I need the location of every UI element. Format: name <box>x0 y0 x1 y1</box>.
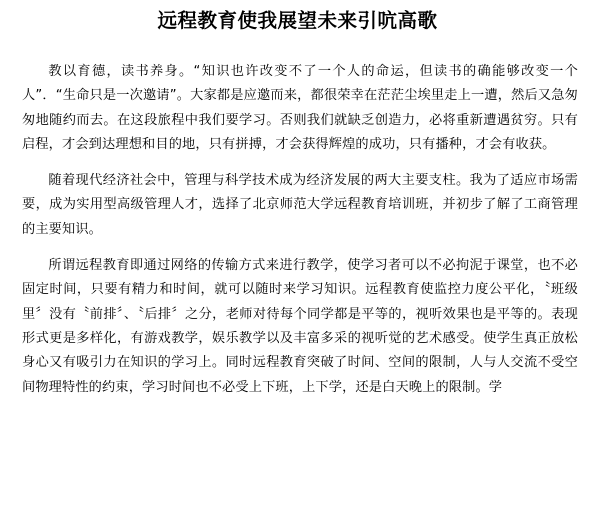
document-body <box>22 60 578 412</box>
paragraph-2: 随着现代经济社会中，管理与科学技术成为经济发展的两大主要支柱。我为了适应市场需要，成为实用型高级管理人才，选择了北京师范大学远程教育培训班，并初步了解了工商管理的主要知识。 <box>22 173 578 237</box>
paragraph-1: 教以育德，读书养身。“知识也许改变不了一个人的命运，但读书的确能够改变一个人”．“生命只是一次邀请”。大家都是应邀而来，都很荣幸在茫茫尘埃里走上一遭，然后又急匆匆地随约而去。在这段旅程中我们要学习。否则我们就缺乏创造力，必将重新遭遇贫穷。只有启程，才会到达理想和目的地，只有拼搏，才会获得辉煌的成功，只有播种，才会有收获。 <box>22 64 578 152</box>
document-title: 远程教育使我展望未来引吭高歌 <box>157 9 438 32</box>
paragraph-3: 所谓远程教育即通过网络的传输方式来进行教学，使学习者可以不必拘泥于课堂，也不必固定时间，只要有精力和时间，就可以随时来学习知识。远程教育使监控力度公平化，〝班级里〞没有〝前排〞、〝后排〞之分，老师对待每个同学都是平等的，视听效果也是平等的。表现形式更是多样化，有游戏教学，娱乐教学以及丰富多采的视听觉的艺术感受。使学生真正放松身心又有吸引力在知识的学习上。同时远程教育突破了时间、空间的限制，人与人交流不受空间物理特性的约束，学习时间也不必受上下班，上下学，还是白天晚上的限制。学 <box>22 258 578 395</box>
